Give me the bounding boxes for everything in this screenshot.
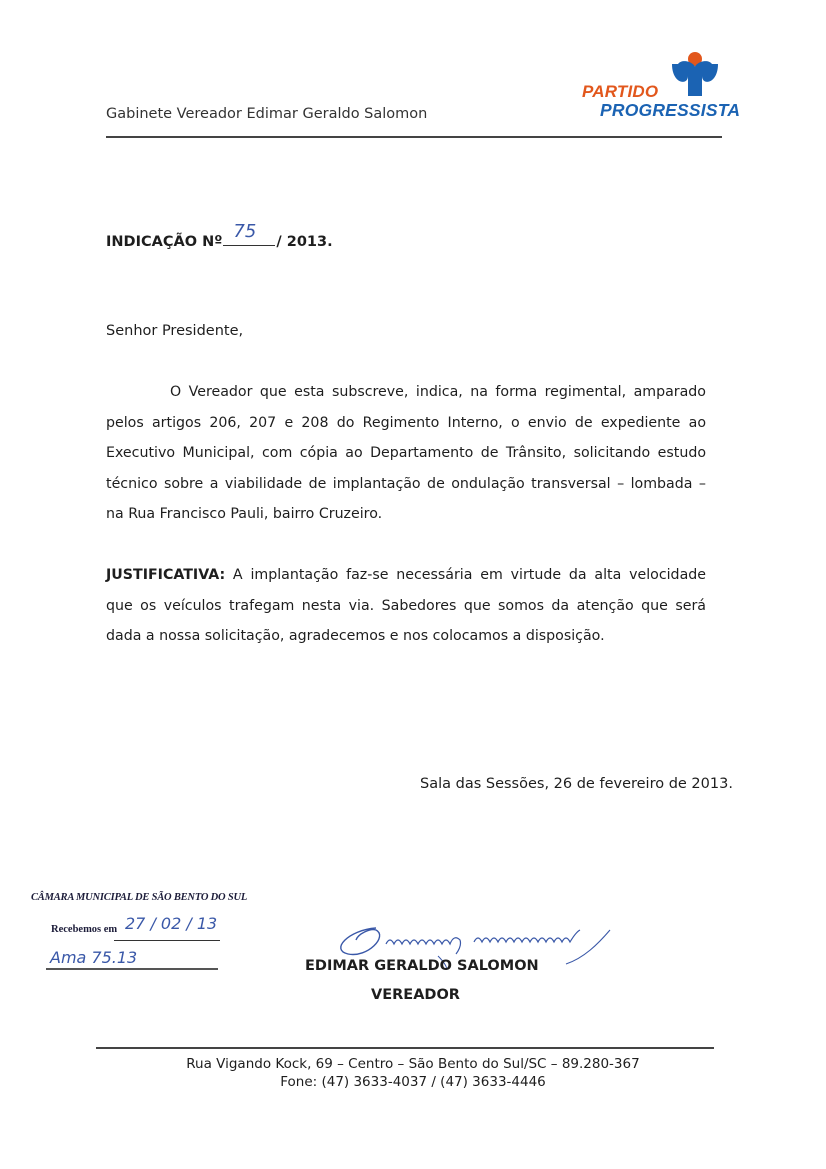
- footer-divider: [96, 1047, 714, 1049]
- justification-text: A implantação faz-se necessária em virtude da alta velocidade que os veículos trafegam nesta via. Sabedores que somos da atenção que será dada a nossa solicitação, agradecemos e nos colocamos a disposição.: [106, 567, 706, 644]
- stamp-received-date: 27 / 02 / 13: [125, 914, 218, 933]
- logo-line-1: PARTIDO: [582, 82, 659, 101]
- indication-suffix: / 2013.: [276, 234, 333, 250]
- stamp-received-label: Recebemos em: [51, 924, 118, 935]
- office-name: Gabinete Vereador Edimar Geraldo Salomon: [106, 106, 428, 122]
- body-paragraph: [106, 377, 706, 530]
- signer-name: EDIMAR GERALDO SALOMON: [305, 958, 539, 974]
- indication-prefix: INDICAÇÃO Nº: [106, 234, 223, 250]
- indication-number-blank: [223, 221, 275, 246]
- indication-number-handwritten: 75: [233, 221, 257, 242]
- footer-phone: Fone: (47) 3633-4037 / (47) 3633-4446: [280, 1074, 546, 1090]
- party-emblem-icon: [666, 52, 724, 96]
- footer-address: Rua Vigando Kock, 69 – Centro – São Bento do Sul/SC – 89.280-367: [186, 1056, 640, 1072]
- header-divider: [106, 136, 722, 138]
- justification-label: JUSTIFICATIVA:: [106, 567, 226, 583]
- body-text: O Vereador que esta subscreve, indica, na forma regimental, amparado pelos artigos 206, 207 e 208 do Regimento Interno, o envio de expediente ao Executivo Municipal, com cópia ao Departamento de Trânsito, solicitando estudo técnico sobre a viabilidade de implantação de ondulação transversal – lombada – na Rua Francisco Pauli, bairro Cruzeiro.: [106, 384, 706, 522]
- stamp-code: Ama 75.13: [50, 948, 138, 967]
- place-date: Sala das Sessões, 26 de fevereiro de 2013.: [420, 776, 733, 792]
- stamp-date-line: [114, 940, 220, 941]
- greeting: Senhor Presidente,: [106, 323, 244, 339]
- indication-title: [106, 221, 333, 250]
- party-logo: [578, 52, 741, 124]
- stamp-title: CÂMARA MUNICIPAL DE SÃO BENTO DO SUL: [31, 892, 248, 903]
- signer-role: VEREADOR: [371, 987, 460, 1003]
- logo-line-2: PROGRESSISTA: [600, 100, 741, 120]
- justification-paragraph: [106, 560, 706, 652]
- stamp-code-line: [46, 968, 218, 970]
